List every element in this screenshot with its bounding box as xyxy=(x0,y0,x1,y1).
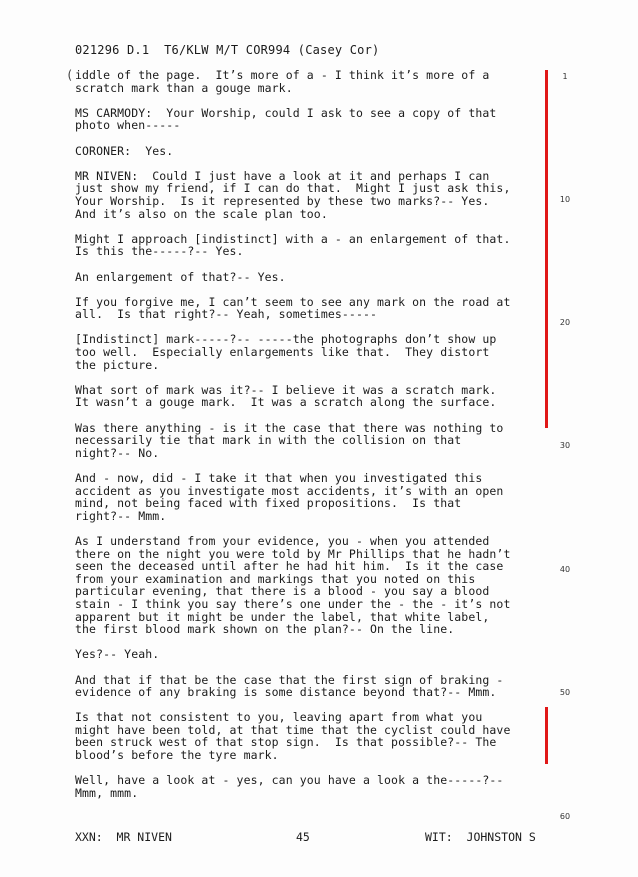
paragraph: As I understand from your evidence, you - when you attended there on the night you were told by Mr Phillips that he hadn’t seen the deceased until after he had hit him. Is it the case from your examination and markings that you noted on this particular evening, that there is a blood - you say a blood stain - I think you say there’s one under the - the - it’s not apparent but it might be under the label, that white label, the first blood mark shown on the plan?-- On the line. xyxy=(75,533,511,637)
line-number: 20 xyxy=(559,318,571,327)
line-number: 60 xyxy=(559,812,571,821)
header-case: (Casey Cor) xyxy=(297,43,380,57)
line-number: 10 xyxy=(559,195,571,204)
paragraph: CORONER: Yes. xyxy=(75,143,174,158)
paragraph: MR NIVEN: Could I just have a look at it and perhaps I can just show my friend, if I can do that. Might I just ask this, Your Worship. Is it represented by these two marks?-- Yes. And it’s also on the scale plan too. xyxy=(75,168,511,221)
paragraph: MS CARMODY: Your Worship, could I ask to see a copy of that photo when----- xyxy=(75,105,497,133)
paragraph: Well, have a look at - yes, can you have a look a the-----?-- Mmm, mmm. xyxy=(75,773,504,800)
paragraph: iddle of the page. It’s more of a - I think it’s more of a scratch mark than a gouge mark. xyxy=(75,68,490,95)
footer-witness: WIT: JOHNSTON S xyxy=(425,830,536,844)
header-code: T6/KLW M/T COR994 xyxy=(164,43,291,57)
paragraph: Is that not consistent to you, leaving apart from what you might have been told, at that time that the cyclist could have been struck west of that stop sign. Is that possible?-- The blood’s before the tyre mark. xyxy=(75,710,511,763)
paragraph: Might I approach [indistinct] with a - an enlargement of that. Is this the-----?-- Yes. xyxy=(75,231,511,259)
margin-marker-bar xyxy=(545,707,548,764)
header-ref: 021296 D.1 xyxy=(75,43,150,57)
paragraph: [Indistinct] mark-----?-- -----the photographs don’t show up too well. Especially enlargements like that. They distort the picture. xyxy=(75,332,497,372)
page-header xyxy=(75,43,379,57)
footer-examination: XXN: MR NIVEN xyxy=(75,830,172,844)
paragraph: An enlargement of that?-- Yes. xyxy=(75,269,286,284)
transcript-body xyxy=(75,69,550,812)
paragraph: Yes?-- Yeah. xyxy=(75,647,160,662)
line-number: 40 xyxy=(559,565,571,574)
margin-marker-bar xyxy=(545,70,548,428)
line-number: 1 xyxy=(562,72,568,81)
paragraph: Was there anything - is it the case that there was nothing to necessarily tie that mark in with the collision on that night?-- No. xyxy=(75,420,504,460)
line-number: 30 xyxy=(559,441,571,450)
paragraph: And - now, did - I take it that when you investigated this accident as you investigate most accidents, it’s with an open mind, not being faced with fixed propositions. Is that right?-- Mmm. xyxy=(75,471,504,523)
line-number: 50 xyxy=(559,688,571,697)
footer-page-number: 45 xyxy=(296,830,310,844)
paragraph: And that if that be the case that the first sign of braking - evidence of any braking is some distance beyond that?-- Mmm. xyxy=(75,672,504,700)
paragraph: If you forgive me, I can’t seem to see any mark on the road at all. Is that right?-- Yeah, sometimes----- xyxy=(75,294,511,322)
stray-mark: ( xyxy=(66,68,74,82)
paragraph: What sort of mark was it?-- I believe it was a scratch mark. It wasn’t a gouge mark. It was a scratch along the surface. xyxy=(75,382,497,410)
